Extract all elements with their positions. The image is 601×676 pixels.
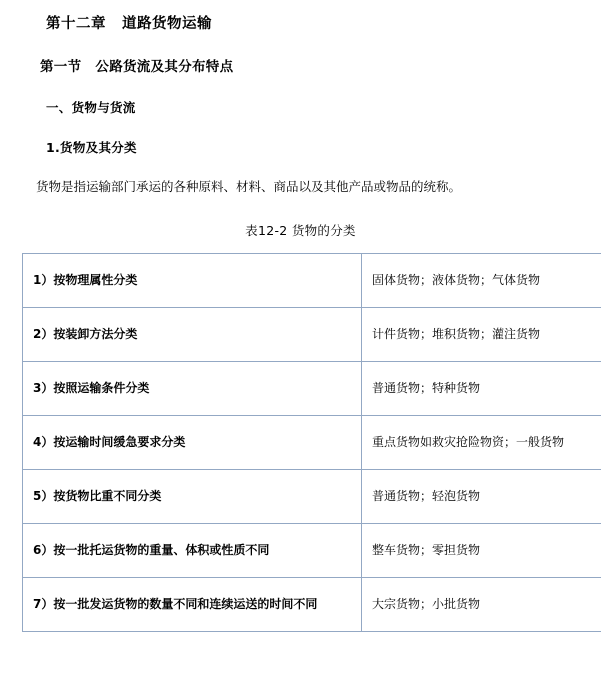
- row-types: 固体货物；液体货物；气体货物: [362, 253, 601, 307]
- table-caption: 表12-2 货物的分类: [0, 221, 601, 239]
- document-page: [0, 12, 601, 676]
- row-types: 大宗货物；小批货物: [362, 577, 601, 631]
- row-criteria: 2）按装卸方法分类: [23, 307, 362, 361]
- chapter-heading: [46, 12, 601, 33]
- section-number: 第一节: [40, 59, 81, 75]
- table-row: [23, 253, 601, 307]
- chapter-title: 道路货物运输: [122, 16, 212, 32]
- cargo-classification-table: [22, 253, 601, 632]
- row-types: 普通货物；轻泡货物: [362, 469, 601, 523]
- row-criteria: 6）按一批托运货物的重量、体积或性质不同: [23, 523, 362, 577]
- row-criteria: 4）按运输时间缓急要求分类: [23, 415, 362, 469]
- table-row: [23, 307, 601, 361]
- row-criteria: 3）按照运输条件分类: [23, 361, 362, 415]
- row-criteria: 7）按一批发运货物的数量不同和连续运送的时间不同: [23, 577, 362, 631]
- row-criteria: 5）按货物比重不同分类: [23, 469, 362, 523]
- table-row: [23, 415, 601, 469]
- row-types: 整车货物；零担货物: [362, 523, 601, 577]
- row-types: 计件货物；堆积货物；灌注货物: [362, 307, 601, 361]
- table-body: [23, 253, 601, 631]
- table-row: [23, 469, 601, 523]
- table-row: [23, 577, 601, 631]
- table-row: [23, 361, 601, 415]
- subsection-heading-2: 1.货物及其分类: [46, 138, 601, 156]
- body-paragraph: 货物是指运输部门承运的各种原料、材料、商品以及其他产品或物品的统称。: [36, 178, 601, 197]
- row-types: 普通货物；特种货物: [362, 361, 601, 415]
- table-row: [23, 523, 601, 577]
- chapter-number: 第十二章: [46, 16, 106, 32]
- section-title: 公路货流及其分布特点: [95, 59, 233, 75]
- row-types: 重点货物如救灾抢险物资；一般货物: [362, 415, 601, 469]
- subsection-heading-1: 一、货物与货流: [46, 98, 601, 116]
- row-criteria: 1）按物理属性分类: [23, 253, 362, 307]
- section-heading: [40, 55, 601, 75]
